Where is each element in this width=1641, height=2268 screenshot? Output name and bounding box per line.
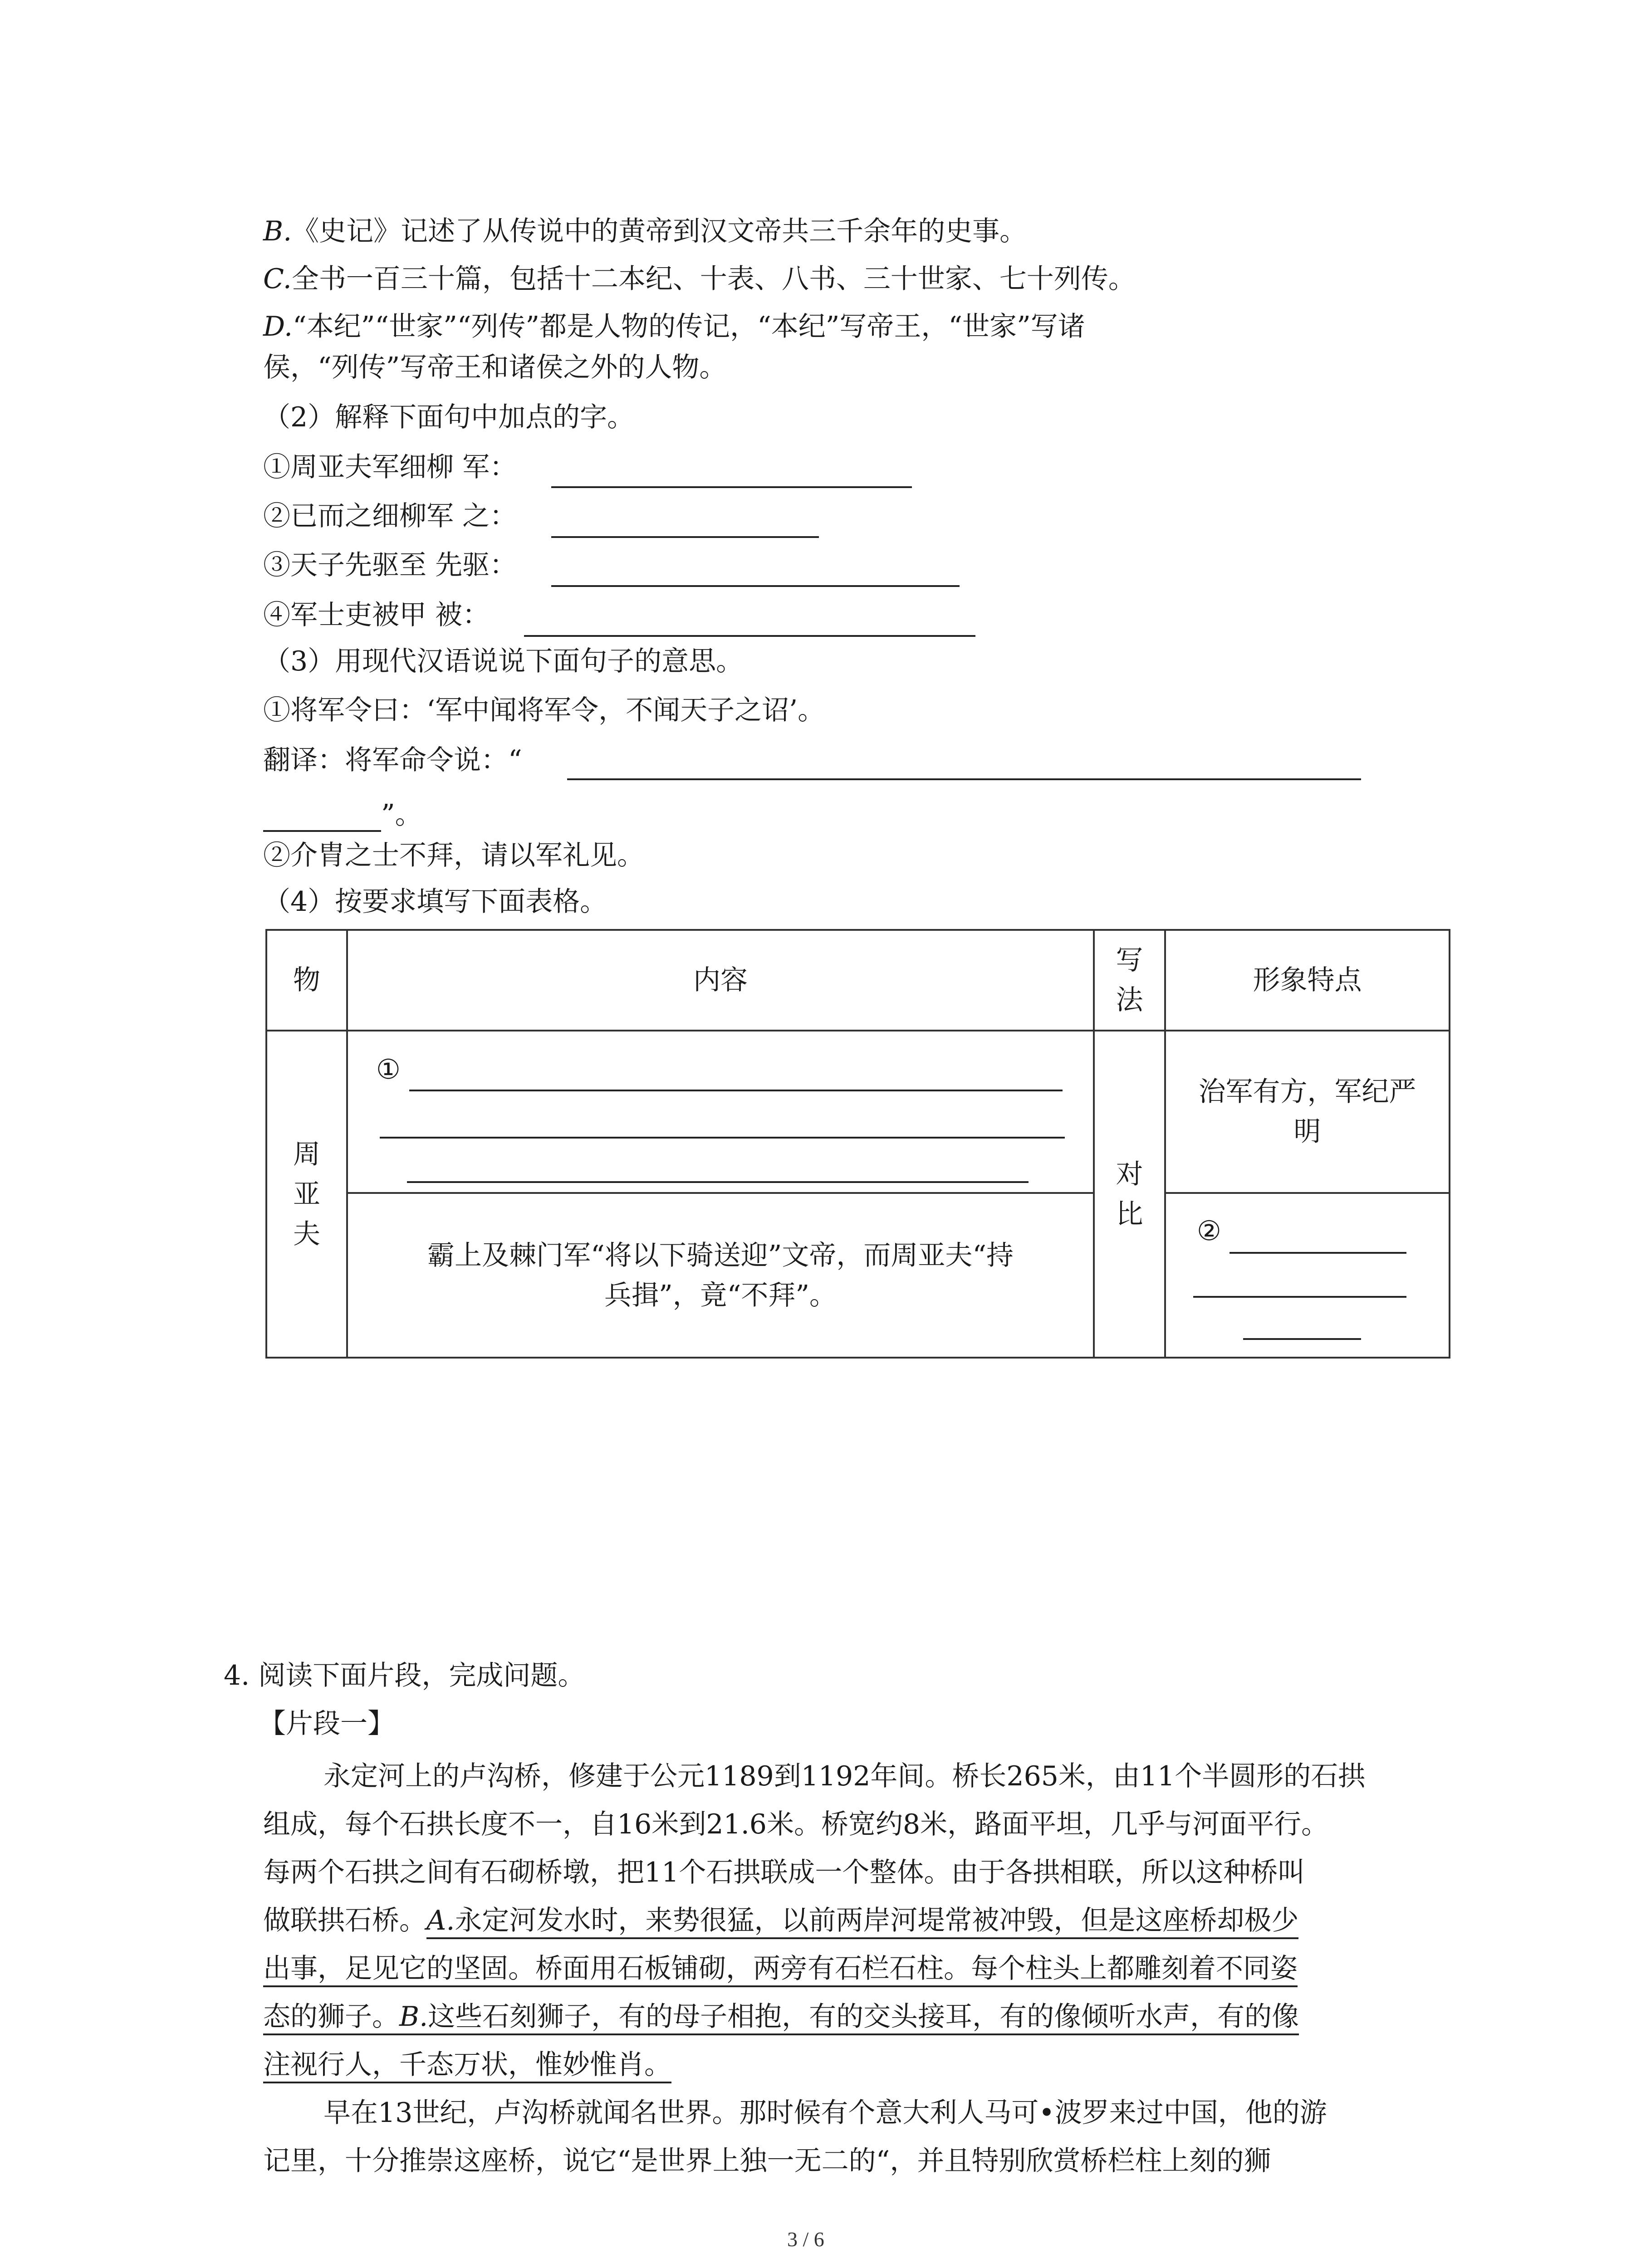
underlined-line-7: 注视行人，千态万状，惟妙惟肖。 — [263, 2049, 671, 2083]
header-person-char-2: 物 — [293, 964, 320, 996]
subquestion-4: （4）按要求填写下面表格。 — [263, 886, 607, 918]
translation-blank-1[interactable] — [567, 778, 1361, 780]
passage-2-line-2: 记里，十分推崇这座桥，说它“是世界上独一无二的“，并且特别欣赏桥栏柱上刻的狮 — [263, 2145, 1271, 2177]
item-3-blank[interactable] — [551, 585, 960, 587]
passage-1-line-2: 组成，每个石拱长度不一，自16米到21.6米。桥宽约8米，路面平坦，几乎与河面平行。 — [263, 1809, 1329, 1840]
method-char-1: 对 — [1116, 1158, 1143, 1190]
trait-cell-1 — [1165, 1031, 1450, 1193]
option-b — [263, 213, 1027, 249]
option-d-line1 — [263, 308, 1085, 345]
translation-close-quote: ”。 — [381, 799, 422, 831]
item-2-label: ②已而之细柳军 之： — [263, 500, 517, 532]
header-method-char-2: 法 — [1116, 984, 1143, 1016]
sentence-1: ①将军令曰：‘军中闻将军令，不闻天子之诏’。 — [263, 694, 825, 726]
person-char-3: 夫 — [293, 1218, 320, 1250]
header-content: 内容 — [347, 930, 1094, 1031]
option-c-text: 全书一百三十篇，包括十二本纪、十表、八书、三十世家、七十列传。 — [291, 263, 1136, 295]
underlined-line-5: 出事，足见它的坚固。桥面用石板铺砌，两旁有石栏石柱。每个柱头上都雕刻着不同姿 — [263, 1953, 1298, 1987]
underlined-sentence-a-start: 永定河发水时，来势很猛，以前两岸河堤常被冲毁，但是这座桥却极少 — [455, 1905, 1299, 1936]
option-b-text: 《史记》记述了从传说中的黄帝到汉文帝共三千余年的史事。 — [292, 215, 1027, 247]
option-d-text-1: “本纪”“世家”“列传”都是人物的传记，“本纪”写帝王，“世家”写诸 — [293, 311, 1085, 342]
trait-1-line-2: 明 — [1293, 1116, 1321, 1148]
person-cell — [266, 1031, 347, 1358]
passage-1-line-5 — [263, 1950, 1298, 1987]
content-cell-2 — [347, 1193, 1094, 1358]
trait-blank-line-1[interactable] — [1230, 1252, 1406, 1254]
item-1-label: ①周亚夫军细柳 军： — [263, 451, 517, 483]
content-blank-line-1[interactable] — [409, 1090, 1063, 1091]
content-2-line-1: 霸上及棘门军“将以下骑送迎”文帝，而周亚夫“持 — [427, 1239, 1014, 1271]
part-1-title: 【片段一】 — [259, 1708, 395, 1740]
underlined-line-6-start: 态的狮子。 — [263, 2001, 399, 2033]
header-method — [1094, 930, 1165, 1031]
passage-1-line-6 — [263, 1999, 1299, 2035]
option-c — [263, 261, 1136, 297]
subquestion-2: （2）解释下面句中加点的字。 — [263, 401, 635, 433]
content-2-line-2: 兵揖”，竟“不拜”。 — [604, 1279, 837, 1311]
person-char-2: 亚 — [293, 1178, 320, 1210]
character-table — [265, 929, 1450, 1359]
translation-blank-2[interactable] — [263, 830, 381, 832]
blank-1-marker: ① — [376, 1054, 401, 1085]
marker-b: B. — [399, 2001, 428, 2033]
question-4-heading: 4. 阅读下面片段，完成问题。 — [224, 1660, 585, 1691]
person-char-1: 周 — [293, 1138, 320, 1170]
method-char-2: 比 — [1116, 1198, 1143, 1230]
trait-1-line-1: 治军有方，军纪严 — [1198, 1076, 1416, 1108]
option-c-letter: C. — [263, 263, 292, 295]
content-cell-1 — [347, 1031, 1094, 1193]
marker-a: A. — [426, 1905, 455, 1936]
trait-cell-2 — [1165, 1193, 1450, 1358]
passage-2-line-1: 早在13世纪，卢沟桥就闻名世界。那时候有个意大利人马可•波罗来过中国，他的游 — [323, 2097, 1327, 2129]
underlined-sentence-b-start: 这些石刻狮子，有的母子相抱，有的交头接耳，有的像倾听水声，有的像 — [428, 2001, 1299, 2033]
trait-blank-line-2[interactable] — [1193, 1296, 1406, 1298]
subquestion-3: （3）用现代汉语说说下面句子的意思。 — [263, 645, 744, 677]
header-trait: 形象特点 — [1165, 930, 1450, 1031]
passage-1-line-7 — [263, 2047, 671, 2083]
translation-label: 翻译：将军命令说：“ — [263, 744, 522, 776]
page-number: 3 / 6 — [787, 2228, 824, 2251]
passage-1-line-4 — [263, 1902, 1298, 1939]
content-blank-line-3[interactable] — [407, 1181, 1029, 1183]
sentence-2: ②介胄之士不拜，请以军礼见。 — [263, 840, 644, 871]
passage-1-line-3: 每两个石拱之间有石砌桥墩，把11个石拱联成一个整体。由于各拱相联，所以这种桥叫 — [263, 1857, 1305, 1888]
header-person — [266, 930, 347, 1031]
content-blank-line-2[interactable] — [380, 1137, 1065, 1139]
item-4-blank[interactable] — [524, 635, 975, 637]
option-b-letter: B. — [263, 215, 292, 247]
trait-blank-line-3[interactable] — [1243, 1338, 1361, 1340]
item-2-blank[interactable] — [551, 536, 819, 538]
item-4-label: ④军士吏被甲 被： — [263, 599, 490, 631]
header-method-char-1: 写 — [1116, 944, 1143, 976]
passage-1-line-1: 永定河上的卢沟桥，修建于公元1189到1192年间。桥长265米，由11个半圆形的石拱 — [323, 1760, 1366, 1792]
option-d-line2: 侯，“列传”写帝王和诸侯之外的人物。 — [263, 352, 727, 383]
item-3-label: ③天子先驱至 先驱： — [263, 549, 517, 581]
item-1-blank[interactable] — [551, 486, 912, 488]
method-cell — [1094, 1031, 1165, 1358]
passage-1-line-4-prefix: 做联拱石桥。 — [263, 1905, 426, 1936]
blank-2-marker: ② — [1197, 1215, 1221, 1247]
option-d-letter: D. — [263, 311, 293, 342]
